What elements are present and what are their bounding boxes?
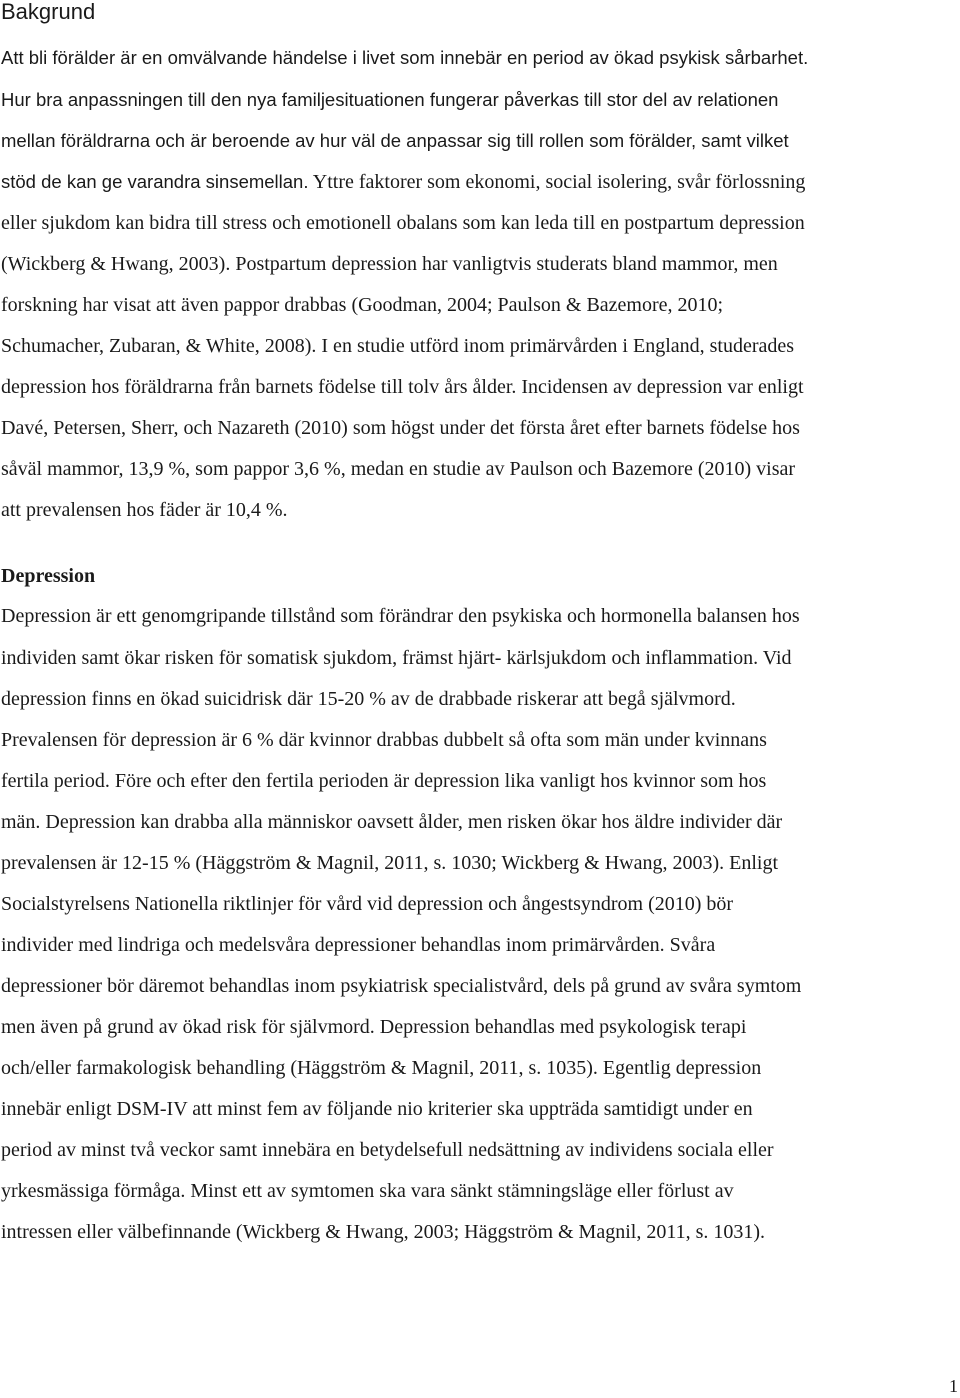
paragraph-line: och/eller farmakologisk behandling (Häggström & Magnil, 2011, s. 1035). Egentlig depression [1,1057,762,1079]
paragraph-line: period av minst två veckor samt innebära en betydelsefull nedsättning av individens sociala eller [1,1139,774,1161]
paragraph-line: depressioner bör däremot behandlas inom psykiatrisk specialistvård, dels på grund av svåra symtom [1,975,802,997]
paragraph-line: forskning har visat att även pappor drabbas (Goodman, 2004; Paulson & Bazemore, 2010; [1,294,724,316]
paragraph-line: mellan föräldrarna och är beroende av hur väl de anpassar sig till rollen som förälder, samt vilket [1,130,789,151]
paragraph-line: depression finns en ökad suicidrisk där 15-20 % av de drabbade riskerar att begå självmord. [1,688,736,710]
paragraph-line: prevalensen är 12-15 % (Häggström & Magnil, 2011, s. 1030; Wickberg & Hwang, 2003). Enligt [1,852,779,874]
paragraph-line: Davé, Petersen, Sherr, och Nazareth (2010) som högst under det första året efter barnets födelse hos [1,417,800,439]
paragraph-line: såväl mammor, 13,9 %, som pappor 3,6 %, medan en studie av Paulson och Bazemore (2010) visar [1,458,796,480]
paragraph-line: Schumacher, Zubaran, & White, 2008). I en studie utförd inom primärvården i England, studerades [1,335,795,357]
paragraph-line: fertila period. Före och efter den fertila perioden är depression lika vanligt hos kvinnor som hos [1,770,767,792]
paragraph-line: Att bli förälder är en omvälvande händelse i livet som innebär en period av ökad psykisk sårbarhet. [1,47,809,68]
section-heading-bakgrund: Bakgrund [1,0,96,24]
page-number: 1 [949,1376,958,1396]
paragraph-line: depression hos föräldrarna från barnets födelse till tolv års ålder. Incidensen av depression var enligt [1,376,804,398]
paragraph-line: individen samt ökar risken för somatisk sjukdom, främst hjärt- kärlsjukdom och inflammation. Vid [1,647,792,669]
paragraph-line: innebär enligt DSM-IV att minst fem av följande nio kriterier ska uppträda samtidigt under en [1,1098,753,1120]
paragraph-line: eller sjukdom kan bidra till stress och emotionell obalans som kan leda till en postpartum depression [1,212,805,234]
paragraph-line: att prevalensen hos fäder är 10,4 %. [1,499,288,521]
paragraph-line: män. Depression kan drabba alla människor oavsett ålder, men risken ökar hos äldre individer där [1,811,783,833]
paragraph-line: Hur bra anpassningen till den nya familjesituationen fungerar påverkas till stor del av relationen [1,89,779,110]
section-heading-depression: Depression [1,565,96,587]
paragraph-line-start: stöd de kan ge varandra sinsemellan. [1,171,309,192]
paragraph-line: Prevalensen för depression är 6 % där kvinnor drabbas dubbelt så ofta som män under kvinnans [1,729,767,751]
paragraph-line [1,170,805,195]
paragraph-line-end: Yttre faktorer som ekonomi, social isolering, svår förlossning [308,171,806,193]
paragraph-line: men även på grund av ökad risk för självmord. Depression behandlas med psykologisk terapi [1,1016,747,1038]
paragraph-line: intressen eller välbefinnande (Wickberg & Hwang, 2003; Häggström & Magnil, 2011, s. 1031). [1,1221,766,1243]
paragraph-line: individer med lindriga och medelsvåra depressioner behandlas inom primärvården. Svåra [1,934,716,956]
paragraph-line: Socialstyrelsens Nationella riktlinjer för vård vid depression och ångestsyndrom (2010) bör [1,893,734,915]
paragraph-line: (Wickberg & Hwang, 2003). Postpartum depression har vanligtvis studerats bland mammor, men [1,253,778,275]
paragraph-line: yrkesmässiga förmåga. Minst ett av symtomen ska vara sänkt stämningsläge eller förlust av [1,1180,734,1202]
paragraph-line: Depression är ett genomgripande tillstånd som förändrar den psykiska och hormonella balansen hos [1,605,800,627]
